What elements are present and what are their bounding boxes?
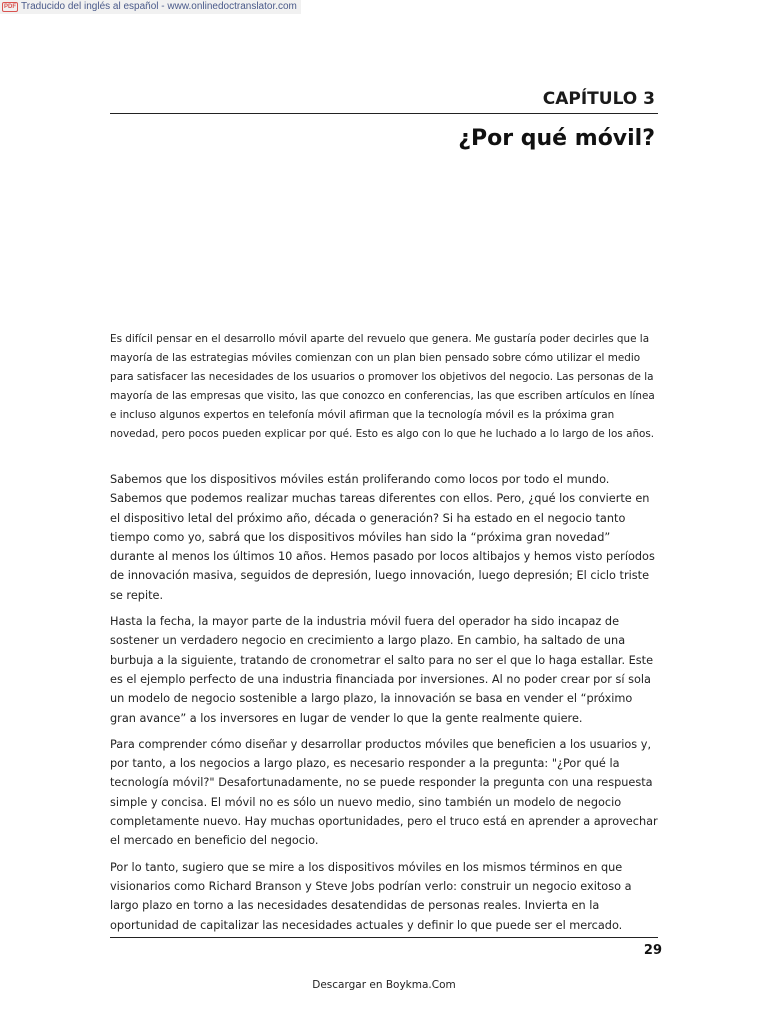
translator-banner[interactable] [0,0,301,14]
pdf-translator-icon: PDF [4,4,16,10]
footer-divider [110,937,658,938]
body-section [110,470,658,942]
chapter-title: ¿Por qué móvil? [458,126,655,151]
chapter-label: CAPÍTULO 3 [542,89,655,109]
body-paragraph: Sabemos que los dispositivos móviles están proliferando como locos por todo el mundo. Sabemos que podemos realizar muchas tareas diferentes con ellos. Pero, ¿qué los convierte en el dispositivo letal del próximo año, década o generación? Si ha estado en el negocio tanto tiempo como yo, sabrá que los dispositivos móviles han sido la “próxima gran novedad” durante al menos los últimos 10 años. Hemos pasado por locos altibajos y hemos visto períodos de innovación masiva, seguidos de depresión, luego innovación, luego depresión; El ciclo triste se repite. [110,473,655,602]
chapter-divider [110,113,658,114]
body-paragraph: Hasta la fecha, la mayor parte de la industria móvil fuera del operador ha sido incapaz de sostener un verdadero negocio en crecimiento a largo plazo. En cambio, ha saltado de una burbuja a la siguiente, tratando de cronometrar el salto para no ser el que lo haga estallar. Este es el ejemplo perfecto de una industria financiada por inversiones. Al no poder crear por sí sola un modelo de negocio sostenible a largo plazo, la innovación se basa en vender el “próximo gran avance” a los inversores en lugar de vender lo que la gente realmente quiere. [110,615,654,725]
body-paragraph: Por lo tanto, sugiero que se mire a los dispositivos móviles en los mismos términos en que visionarios como Richard Branson y Steve Jobs podrían verlo: construir un negocio exitoso a largo plazo en torno a las necesidades desatendidas de personas reales. Invierta en la oportunidad de capitalizar las necesidades actuales y definir lo que puede ser el mercado. [110,860,632,932]
translator-banner-text[interactable]: Traducido del inglés al español - www.onlinedoctranslator.com [21,1,297,12]
download-note: Descargar en Boykma.Com [312,979,456,991]
intro-paragraph: Es difícil pensar en el desarrollo móvil aparte del revuelo que genera. Me gustaría poder decirles que la mayoría de las estrategias móviles comienzan con un plan bien pensado sobre cómo utilizar el medio para satisfacer las necesidades de los usuarios o promover los objetivos del negocio. Las personas de la mayoría de las empresas que visito, las que conozco en conferencias, las que escriben artículos en línea e incluso algunos expertos en telefonía móvil afirman que la tecnología móvil es la próxima gran novedad, pero pocos pueden explicar por qué. Esto es algo con lo que he luchado a lo largo de los años. [110,333,655,440]
body-paragraph: Para comprender cómo diseñar y desarrollar productos móviles que beneficien a los usuarios y, por tanto, a los negocios a largo plazo, es necesario responder a la pregunta: "¿Por qué la tecnología móvil?" Desafortunadamente, no se puede responder la pregunta con una respuesta simple y concisa. El móvil no es sólo un nuevo medio, sino también un modelo de negocio completamente nuevo. Hay muchas oportunidades, pero el truco está en aprender a aprovechar el mercado en beneficio del negocio. [110,737,658,848]
intro-section [110,330,658,444]
page-number: 29 [643,943,662,958]
